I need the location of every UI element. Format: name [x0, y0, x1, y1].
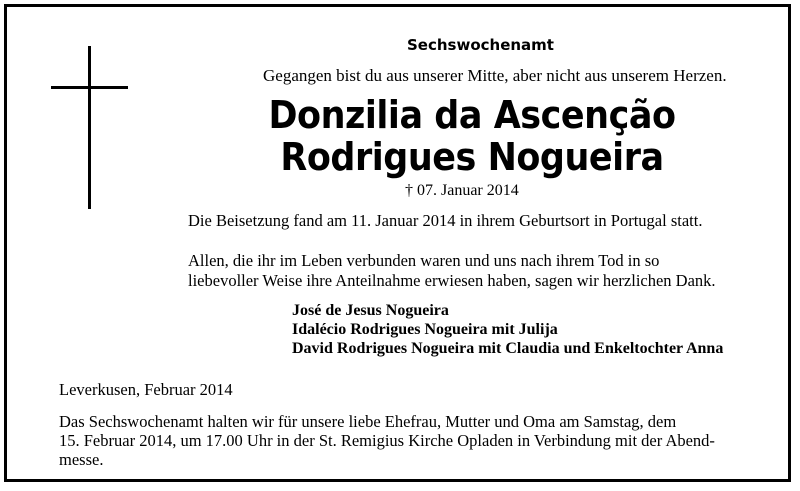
place-date: Leverkusen, Februar 2014	[59, 380, 233, 399]
notice-heading: Sechswochenamt	[407, 36, 554, 54]
deceased-name-line2: Rodrigues Nogueira	[280, 135, 664, 179]
mass-info-line3: messe.	[59, 450, 104, 469]
burial-text: Die Beisetzung fand am 11. Januar 2014 in ihrem Geburtsort in Portugal statt.	[188, 211, 703, 230]
signatory: David Rodrigues Nogueira mit Claudia und Enkeltochter Anna	[292, 340, 724, 357]
mass-info-line1: Das Sechswochenamt halten wir für unsere liebe Ehefrau, Mutter und Oma am Samstag, dem	[59, 412, 677, 431]
signatory: Idalécio Rodrigues Nogueira mit Julija	[292, 321, 558, 338]
mass-info-line2: 15. Februar 2014, um 17.00 Uhr in der St. Remigius Kirche Opladen in Verbindung mit der Abend-	[59, 431, 715, 450]
cross-horizontal-bar	[51, 86, 128, 89]
notice-frame	[4, 4, 791, 482]
deceased-name-line1: Donzilia da Ascenção	[268, 93, 676, 137]
signatory: José de Jesus Nogueira	[292, 302, 449, 319]
death-date: † 07. Januar 2014	[405, 182, 519, 199]
thanks-line2: liebevoller Weise ihre Anteilnahme erwiesen haben, sagen wir herzlichen Dank.	[188, 271, 716, 290]
thanks-line1: Allen, die ihr im Leben verbunden waren und uns nach ihrem Tod in so	[188, 251, 660, 270]
cross-vertical-bar	[88, 46, 91, 209]
motto-line: Gegangen bist du aus unserer Mitte, aber nicht aus unserem Herzen.	[263, 66, 727, 85]
